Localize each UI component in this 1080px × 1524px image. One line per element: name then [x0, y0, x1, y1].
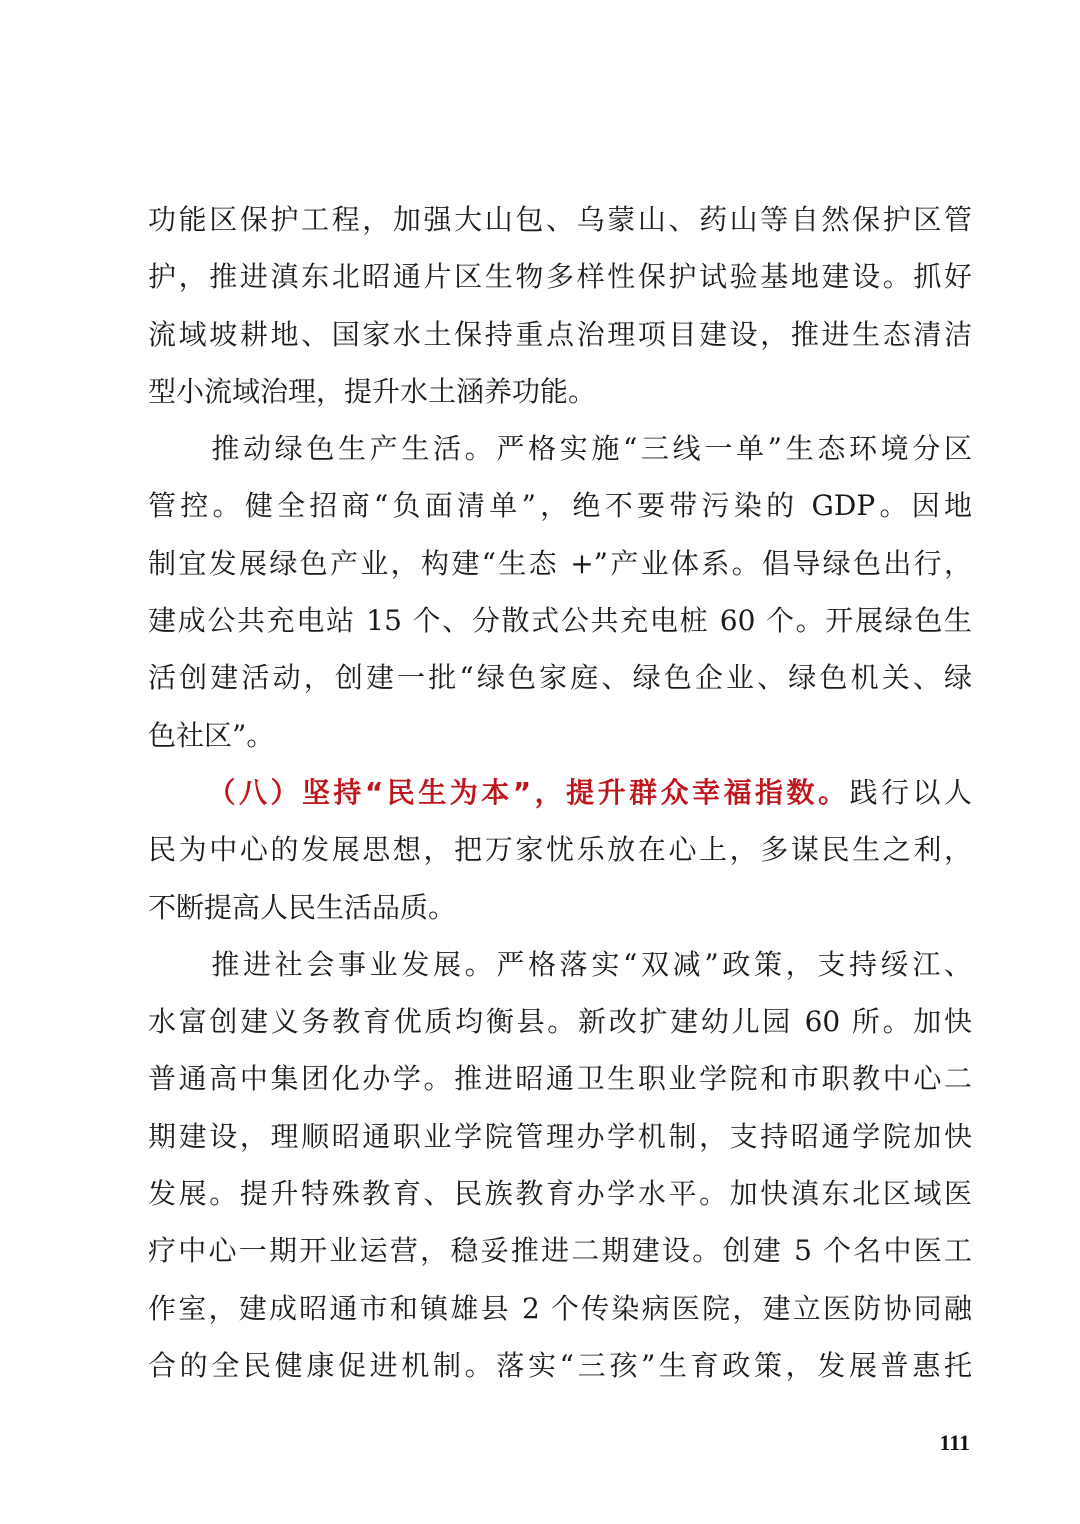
heading-rest-text: 践行以人 [849, 775, 972, 809]
body-text [148, 191, 972, 1394]
text-line: 合的全民健康促进机制。落实“三孩”生育政策，发展普惠托 [148, 1348, 972, 1382]
text-line: 功能区保护工程，加强大山包、乌蒙山、药山等自然保护区管 [148, 203, 972, 236]
text-line: 建成公共充电站 15 个、分散式公共充电桩 60 个。开展绿色生 [148, 604, 972, 638]
text-line: 流域坡耕地、国家水土保持重点治理项目建设，推进生态清洁 [148, 317, 972, 351]
text-line: 色社区”。 [148, 718, 275, 752]
text-line: 管控。健全招商“负面清单”，绝不要带污染的 GDP。因地 [148, 489, 972, 523]
page-number: 111 [939, 1430, 970, 1455]
text-line: 推动绿色生产生活。严格实施“三线一单”生态环境分区 [148, 432, 972, 466]
text-line: 推进社会事业发展。严格落实“双减”政策，支持绥江、 [148, 947, 972, 981]
paragraph-1 [148, 191, 972, 420]
text-line: 发展。提升特殊教育、民族教育办学水平。加快滇东北区域医 [148, 1177, 972, 1211]
heading-line [148, 764, 972, 821]
text-line: 民为中心的发展思想，把万家忧乐放在心上，多谋民生之利， [148, 833, 972, 867]
paragraph-4 [148, 936, 972, 1394]
text-line: 期建设，理顺昭通职业学院管理办学机制，支持昭通学院加快 [148, 1119, 972, 1153]
text-line: 不断提高人民生活品质。 [148, 890, 457, 924]
paragraph-2 [148, 420, 972, 764]
text-line: 护，推进滇东北昭通片区生物多样性保护试验基地建设。抓好 [148, 260, 972, 294]
text-line: 活创建活动，创建一批“绿色家庭、绿色企业、绿色机关、绿 [148, 661, 972, 695]
text-line: 制宜发展绿色产业，构建“生态 +”产业体系。倡导绿色出行， [148, 546, 972, 580]
paragraph-3 [148, 764, 972, 936]
text-line: 作室，建成昭通市和镇雄县 2 个传染病医院，建立医防协同融 [148, 1291, 972, 1325]
text-line: 普通高中集团化办学。推进昭通卫生职业学院和市职教中心二 [148, 1062, 972, 1096]
section-heading: （八）坚持“民生为本”，提升群众幸福指数。 [204, 775, 850, 809]
text-line: 疗中心一期开业运营，稳妥推进二期建设。创建 5 个名中医工 [148, 1234, 972, 1268]
text-line: 型小流域治理，提升水土涵养功能。 [148, 374, 597, 408]
text-line: 水富创建义务教育优质均衡县。新改扩建幼儿园 60 所。加快 [148, 1005, 972, 1039]
